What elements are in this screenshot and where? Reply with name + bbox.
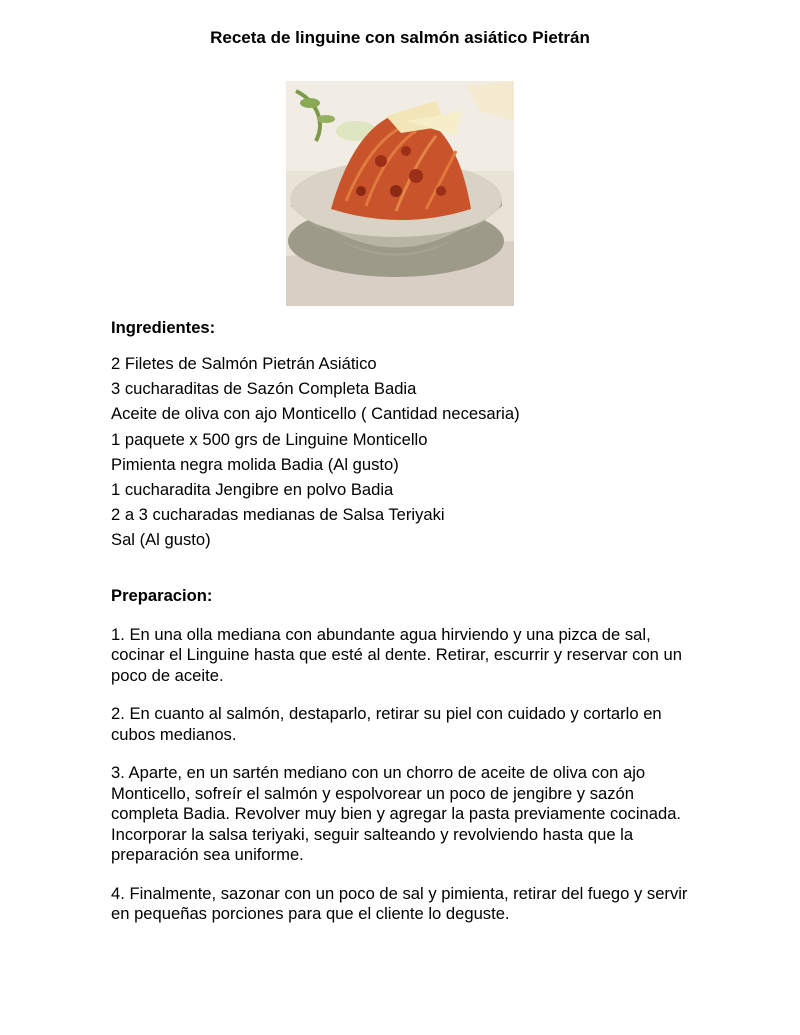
ingredient-item: 2 Filetes de Salmón Pietrán Asiático [111, 354, 377, 373]
recipe-content [111, 318, 701, 925]
herb-leaf [317, 115, 335, 123]
ingredients-heading: Ingredientes: [111, 318, 216, 337]
sauce-chunk [356, 186, 366, 196]
preparation-step: 2. En cuanto al salmón, destaparlo, retirar su piel con cuidado y cortarlo en cubos medianos. [111, 704, 662, 744]
ingredient-item: Aceite de oliva con ajo Monticello ( Cantidad necesaria) [111, 404, 520, 424]
sauce-chunk [409, 169, 423, 183]
preparation-step: 3. Aparte, en un sartén mediano con un chorro de aceite de oliva con ajo Monticello, sofreír el salmón y espolvorear un poco de jengibre y sazón completa Badia. Revolver muy bien y agregar la pasta previamente cocinada. Incorporar la salsa teriyaki, seguir salteando y revolviendo hasta que la preparación sea uniforme. [111, 763, 682, 865]
ingredient-item: Sal (Al gusto) [111, 530, 211, 550]
ingredient-item: 1 paquete x 500 grs de Linguine Monticello [111, 429, 428, 449]
page-title: Receta de linguine con salmón asiático Pietrán [210, 28, 590, 47]
recipe-photo [286, 81, 514, 306]
ingredients-list [111, 351, 701, 553]
preparation-step: 1. En una olla mediana con abundante agua hirviendo y una pizca de sal, cocinar el Linguine hasta que esté al dente. Retirar, escurrir y reservar con un poco de aceite. [111, 624, 682, 685]
ingredient-item: Pimienta negra molida Badia (Al gusto) [111, 454, 399, 474]
ingredient-item: 3 cucharaditas de Sazón Completa Badia [111, 379, 417, 399]
preparation-heading: Preparacion: [111, 585, 213, 605]
ingredient-item: 2 a 3 cucharadas medianas de Salsa Teriyaki [111, 505, 445, 525]
sauce-chunk [390, 185, 402, 197]
sauce-chunk [436, 186, 446, 196]
pasta-bowl-image [286, 81, 514, 306]
ingredient-item: 1 cucharadita Jengibre en polvo Badia [111, 480, 394, 500]
sauce-chunk [401, 146, 411, 156]
sauce-chunk [375, 155, 387, 167]
preparation-step: 4. Finalmente, sazonar con un poco de sal y pimienta, retirar del fuego y servir en pequeñas porciones para que el cliente lo deguste. [111, 883, 688, 924]
herb-leaf [300, 98, 320, 108]
